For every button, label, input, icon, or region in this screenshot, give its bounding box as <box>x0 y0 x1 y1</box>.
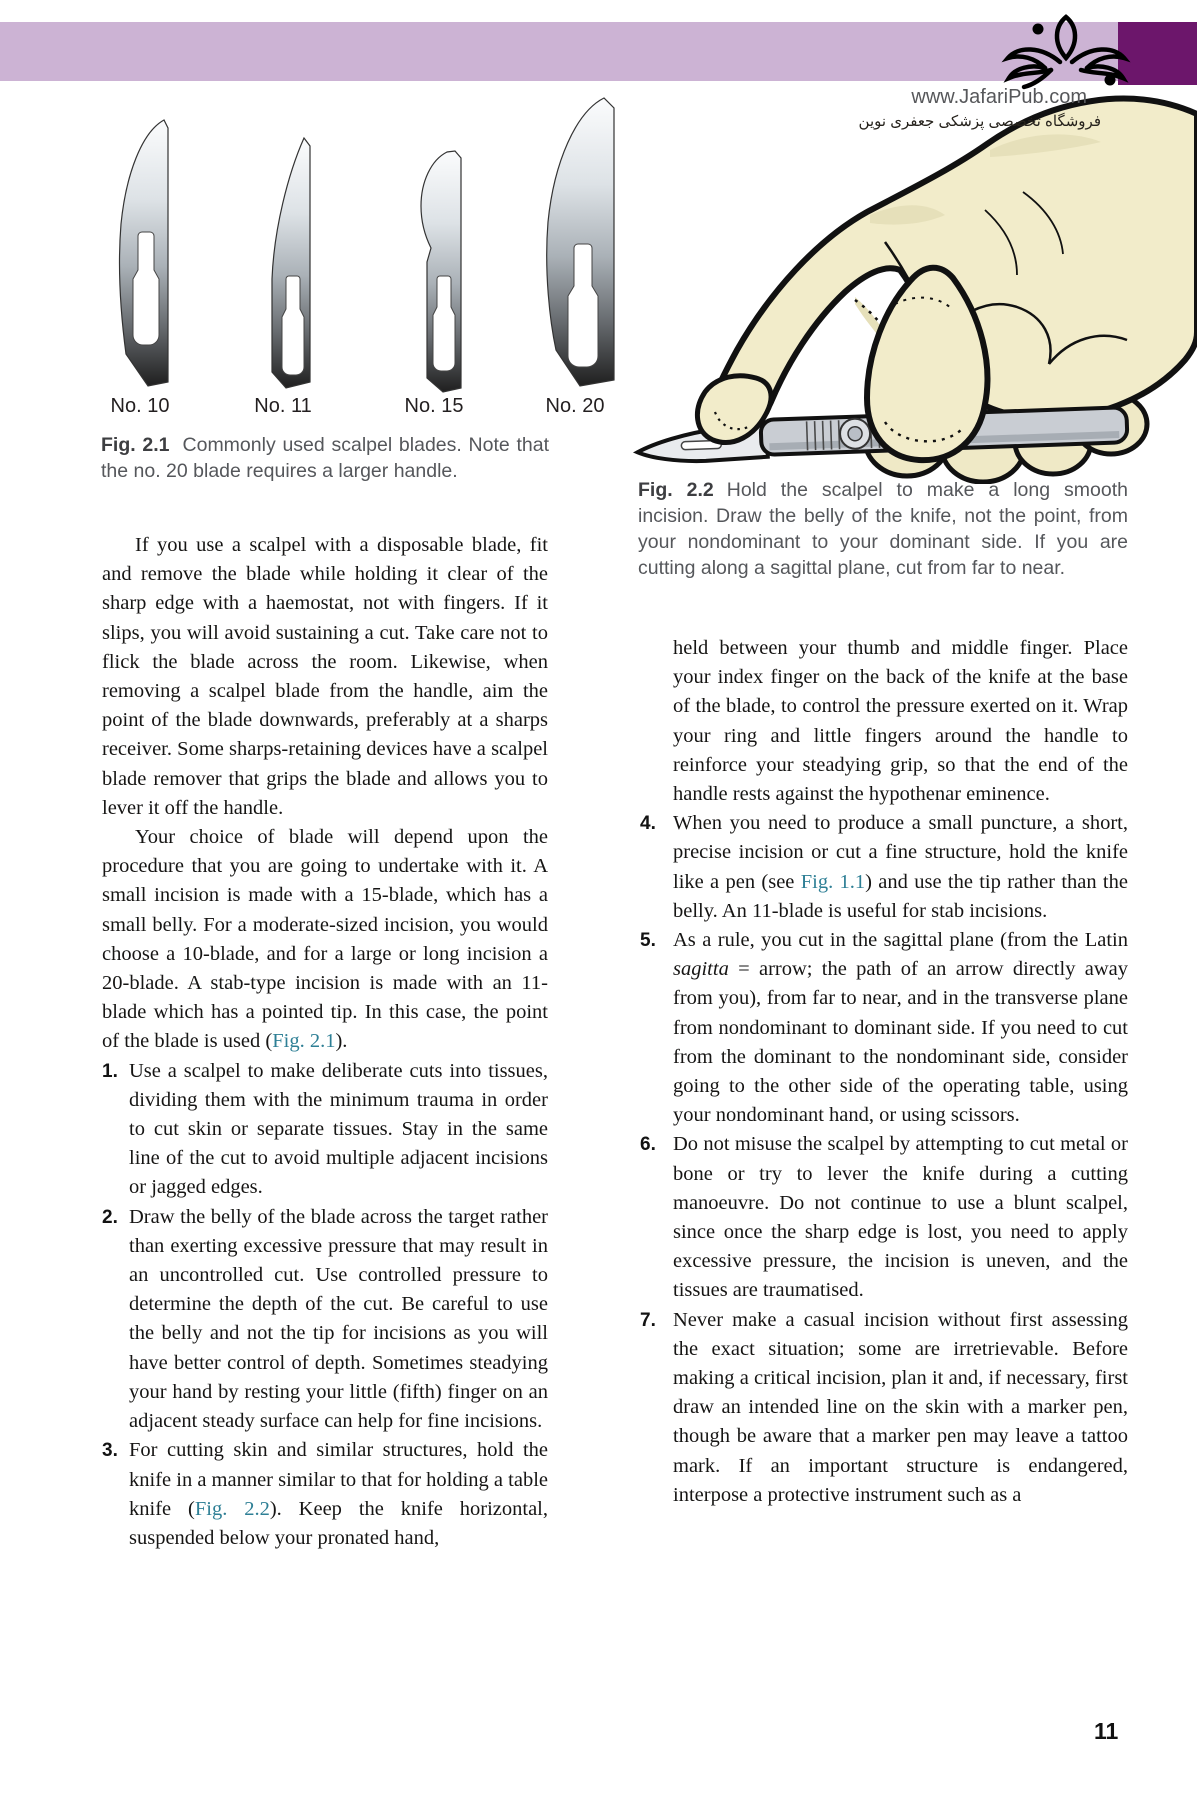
list-item-2 <box>102 1203 548 1437</box>
paragraph-blade-choice-tail: ). <box>335 1030 348 1053</box>
list-item-3-continuation: held between your thumb and middle finger. Place your index finger on the back of the knife at the base of the blade, to control the pressure exerted on it. Wrap your ring and little fingers around the handle to reinforce your steadying grip, so that the end of the handle rests against the hypothenar eminence. <box>673 637 1128 806</box>
hand-holding-scalpel-figure <box>555 92 1197 484</box>
header-band <box>0 22 1118 81</box>
paragraph-blade-choice <box>102 823 548 1057</box>
page-number: 11 <box>1094 1718 1119 1744</box>
list-item-3-text: For cutting skin and similar structures, hold the knife in a manner similar to that for holding a table knife ( <box>129 1439 548 1520</box>
publisher-logo-icon <box>1000 12 1132 94</box>
list-item-5 <box>640 926 1128 1130</box>
figure-2-1-caption <box>101 432 549 484</box>
list-item-5-text: As a rule, you cut in the sagittal plane (from the Latin <box>673 929 1128 952</box>
paragraph-disposable-blade: If you use a scalpel with a disposable blade, fit and remove the blade while holding it clear of the sharp edge with a haemostat, not with fingers. If it slips, you will avoid sustaining a cut. Take care not to flick the blade across the room. Likewise, when removing a scalpel blade from the handle, aim the point of the blade downwards, preferably at a sharps receiver. Some sharps-retaining devices have a scalpel blade remover that grips the blade and allows you to lever it off the handle. <box>102 534 548 819</box>
figure-2-1-caption-text: Commonly used scalpel blades. Note that the no. 20 blade requires a larger handle. <box>101 434 549 482</box>
fig-2-2-link[interactable]: Fig. 2.2 <box>194 1497 270 1520</box>
publisher-website: www.JafariPub.com <box>911 86 1087 108</box>
figure-2-2-caption-text: Hold the scalpel to make a long smooth incision. Draw the belly of the knife, not the point, from your nondominant to your dominant side. If you are cutting along a sagittal plane, cut from far to near. <box>638 479 1128 579</box>
list-item-7-text: Never make a casual incision without first assessing the exact situation; some are irretrievable. Before making a critical incision, plan it and, if necessary, first draw an intended line on the skin with a marker pen, though be aware that a marker pen may leave a tattoo mark. If an important structure is endangered, interpose a protective instrument such as a <box>673 1308 1128 1506</box>
list-item-7-number: 7. <box>640 1309 656 1331</box>
list-item-4-number: 4. <box>640 813 656 835</box>
list-item-6-text: Do not misuse the scalpel by attempting to cut metal or bone or try to lever the knife during a cutting manoeuvre. Do not continue to use a blunt scalpel, since once the sharp edge is lost, you need to apply excessive pressure, the incision is uneven, and the tissues are traumatised. <box>673 1133 1128 1302</box>
list-item-5-number: 5. <box>640 930 656 952</box>
figure-2-1-label: Fig. 2.1 <box>101 434 170 456</box>
list-item-6-number: 6. <box>640 1134 656 1156</box>
list-item-6 <box>640 1130 1128 1305</box>
list-item-3-number: 3. <box>102 1440 118 1462</box>
list-item-3-tail: ). Keep the knife horizontal, suspended below your pronated hand, <box>129 1497 549 1549</box>
blade-no15-graphic <box>403 146 465 394</box>
list-item-4-text: When you need to produce a small puncture, a short, precise incision or cut a fine structure, hold the knife like a pen (see <box>673 812 1128 893</box>
list-item-2-text: Draw the belly of the blade across the target rather than exerting excessive pressure that may result in an uncontrolled cut. Use controlled pressure to determine the depth of the cut. Be careful to use the belly and not the tip for incisions as you will have better control of depth. Sometimes steadying your hand by resting your little (fifth) finger on an adjacent steady surface can help for fine incisions. <box>129 1205 548 1433</box>
fig-2-1-link[interactable]: Fig. 2.1 <box>272 1030 336 1053</box>
publisher-tagline-farsi: فروشگاه تخصصی پزشکی جعفری نوین <box>858 113 1101 130</box>
list-item-5-latin-term: sagitta <box>673 958 729 981</box>
blade-no11-graphic <box>248 134 318 394</box>
blade-label-10: No. 10 <box>110 395 170 417</box>
list-item-1-text: Use a scalpel to make deliberate cuts into tissues, dividing them with the minimum trauma in order to cut skin or separate tissues. Stay in the same line of the cut to avoid multiple adjacent incisions or jagged edges. <box>129 1059 548 1199</box>
figure-2-2-caption <box>638 477 1128 581</box>
fig-1-1-link[interactable]: Fig. 1.1 <box>800 870 866 893</box>
right-column <box>640 634 1128 1510</box>
list-item-4 <box>640 809 1128 926</box>
list-item-2-number: 2. <box>102 1206 118 1228</box>
list-item-1 <box>102 1057 548 1203</box>
blade-label-20: No. 20 <box>545 395 605 417</box>
blade-label-11: No. 11 <box>254 395 312 417</box>
list-item-3 <box>102 1436 548 1553</box>
paragraph-blade-choice-text: Your choice of blade will depend upon the procedure that you are going to undertake with it. A small incision is made with a 15-blade, which has a small belly. For a moderate-sized incision, you would choose a 10-blade, and for a large or long incision a 20-blade. A stab-type incision is made with an 11-blade which has a pointed tip. In this case, the point of the blade is used ( <box>102 826 548 1053</box>
left-column <box>102 531 548 1553</box>
list-item-7 <box>640 1306 1128 1510</box>
blade-no10-graphic <box>102 114 178 392</box>
blade-label-15: No. 15 <box>404 395 464 417</box>
list-item-1-number: 1. <box>102 1060 118 1082</box>
list-item-4-tail: ) and use the tip rather than the belly. An 11-blade is useful for stab incisions. <box>673 870 1128 922</box>
list-item-5-tail: = arrow; the path of an arrow directly away from you), from far to near, and in the transverse plane from nondominant to dominant side. If you need to cut from the dominant to the nondominant side, consider going to the other side of the operating table, using your nondominant hand, or using scissors. <box>673 958 1128 1127</box>
figure-2-2-label: Fig. 2.2 <box>638 479 714 501</box>
